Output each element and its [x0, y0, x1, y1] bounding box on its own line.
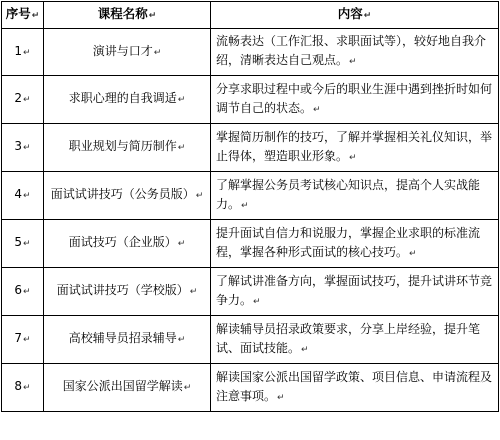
course-content-cell: 流畅表达（工作汇报、求职面试等），较好地自我介绍，清晰表达自己观点。 ↵ — [211, 29, 499, 76]
paragraph-mark-icon — [409, 249, 417, 259]
paragraph-mark-icon — [23, 143, 31, 153]
course-name-cell: 面试试讲技巧（学校版） ↵ — [44, 268, 211, 316]
paragraph-mark-icon — [364, 11, 372, 21]
course-content-cell: 解读国家公派出国留学政策、项目信息、申请流程及注意事项。 ↵ — [211, 364, 499, 412]
course-name-cell: 职业规划与简历制作 ↵ — [44, 124, 211, 172]
paragraph-mark-icon — [149, 11, 157, 21]
paragraph-mark-icon — [313, 105, 321, 115]
paragraph-mark-icon — [196, 191, 204, 201]
course-name-cell: 国家公派出国留学解读 ↵ — [44, 364, 211, 412]
paragraph-mark-icon — [23, 191, 31, 201]
course-content-cell: 解读辅导员招录政策要求，分享上岸经验，提升笔试、面试技能。 ↵ — [211, 316, 499, 364]
course-name-cell: 面试试讲技巧（公务员版） ↵ — [44, 172, 211, 220]
table-row — [2, 124, 499, 172]
course-content-cell: 了解掌握公务员考试核心知识点，提高个人实战能力。 ↵ — [211, 172, 499, 220]
course-name-cell: 高校辅导员招录辅导 ↵ — [44, 316, 211, 364]
paragraph-mark-icon — [23, 48, 31, 58]
row-number-cell: 3 ↵ — [2, 124, 44, 172]
row-number-cell: 2 ↵ — [2, 76, 44, 124]
row-number-cell: 6 ↵ — [2, 268, 44, 316]
header-content: 内容 ↵ — [211, 2, 499, 29]
course-content-cell: 提升面试自信力和说服力，掌握企业求职的标准流程，掌握各种形式面试的核心技巧。 ↵ — [211, 220, 499, 268]
row-number-cell: 5 ↵ — [2, 220, 44, 268]
row-number-cell: 4 ↵ — [2, 172, 44, 220]
table-header-row — [2, 2, 499, 29]
paragraph-mark-icon — [32, 11, 40, 21]
course-content-cell: 了解试讲准备方向，掌握面试技巧，提升试讲环节竞争力。 ↵ — [211, 268, 499, 316]
row-number-cell: 8 ↵ — [2, 364, 44, 412]
paragraph-mark-icon — [23, 239, 31, 249]
row-number-cell: 7 ↵ — [2, 316, 44, 364]
paragraph-mark-icon — [23, 383, 31, 393]
paragraph-mark-icon — [23, 95, 31, 105]
table-row — [2, 364, 499, 412]
paragraph-mark-icon — [277, 393, 285, 403]
paragraph-mark-icon — [349, 153, 357, 163]
row-number-cell: 1 ↵ — [2, 29, 44, 76]
table-row — [2, 220, 499, 268]
course-name-cell: 求职心理的自我调适 ↵ — [44, 76, 211, 124]
paragraph-mark-icon — [190, 287, 198, 297]
paragraph-mark-icon — [301, 345, 309, 355]
table-row — [2, 76, 499, 124]
paragraph-mark-icon — [253, 297, 261, 307]
paragraph-mark-icon — [178, 95, 186, 105]
paragraph-mark-icon — [178, 143, 186, 153]
course-name-cell: 演讲与口才 ↵ — [44, 29, 211, 76]
paragraph-mark-icon — [349, 57, 357, 67]
paragraph-mark-icon — [23, 287, 31, 297]
table-row — [2, 316, 499, 364]
header-course-name: 课程名称 ↵ — [44, 2, 211, 29]
paragraph-mark-icon — [241, 201, 249, 211]
paragraph-mark-icon — [178, 335, 186, 345]
course-content-cell: 分享求职过程中或今后的职业生涯中遇到挫折时如何调节自己的状态。 ↵ — [211, 76, 499, 124]
course-name-cell: 面试技巧（企业版） ↵ — [44, 220, 211, 268]
header-number: 序号 ↵ — [2, 2, 44, 29]
table-row — [2, 29, 499, 76]
table-row — [2, 172, 499, 220]
paragraph-mark-icon — [154, 48, 162, 58]
paragraph-mark-icon — [178, 239, 186, 249]
table-row — [2, 268, 499, 316]
paragraph-mark-icon — [23, 335, 31, 345]
course-table — [1, 1, 499, 412]
paragraph-mark-icon — [184, 383, 192, 393]
course-content-cell: 掌握简历制作的技巧，了解并掌握相关礼仪知识，举止得体，塑造职业形象。 ↵ — [211, 124, 499, 172]
